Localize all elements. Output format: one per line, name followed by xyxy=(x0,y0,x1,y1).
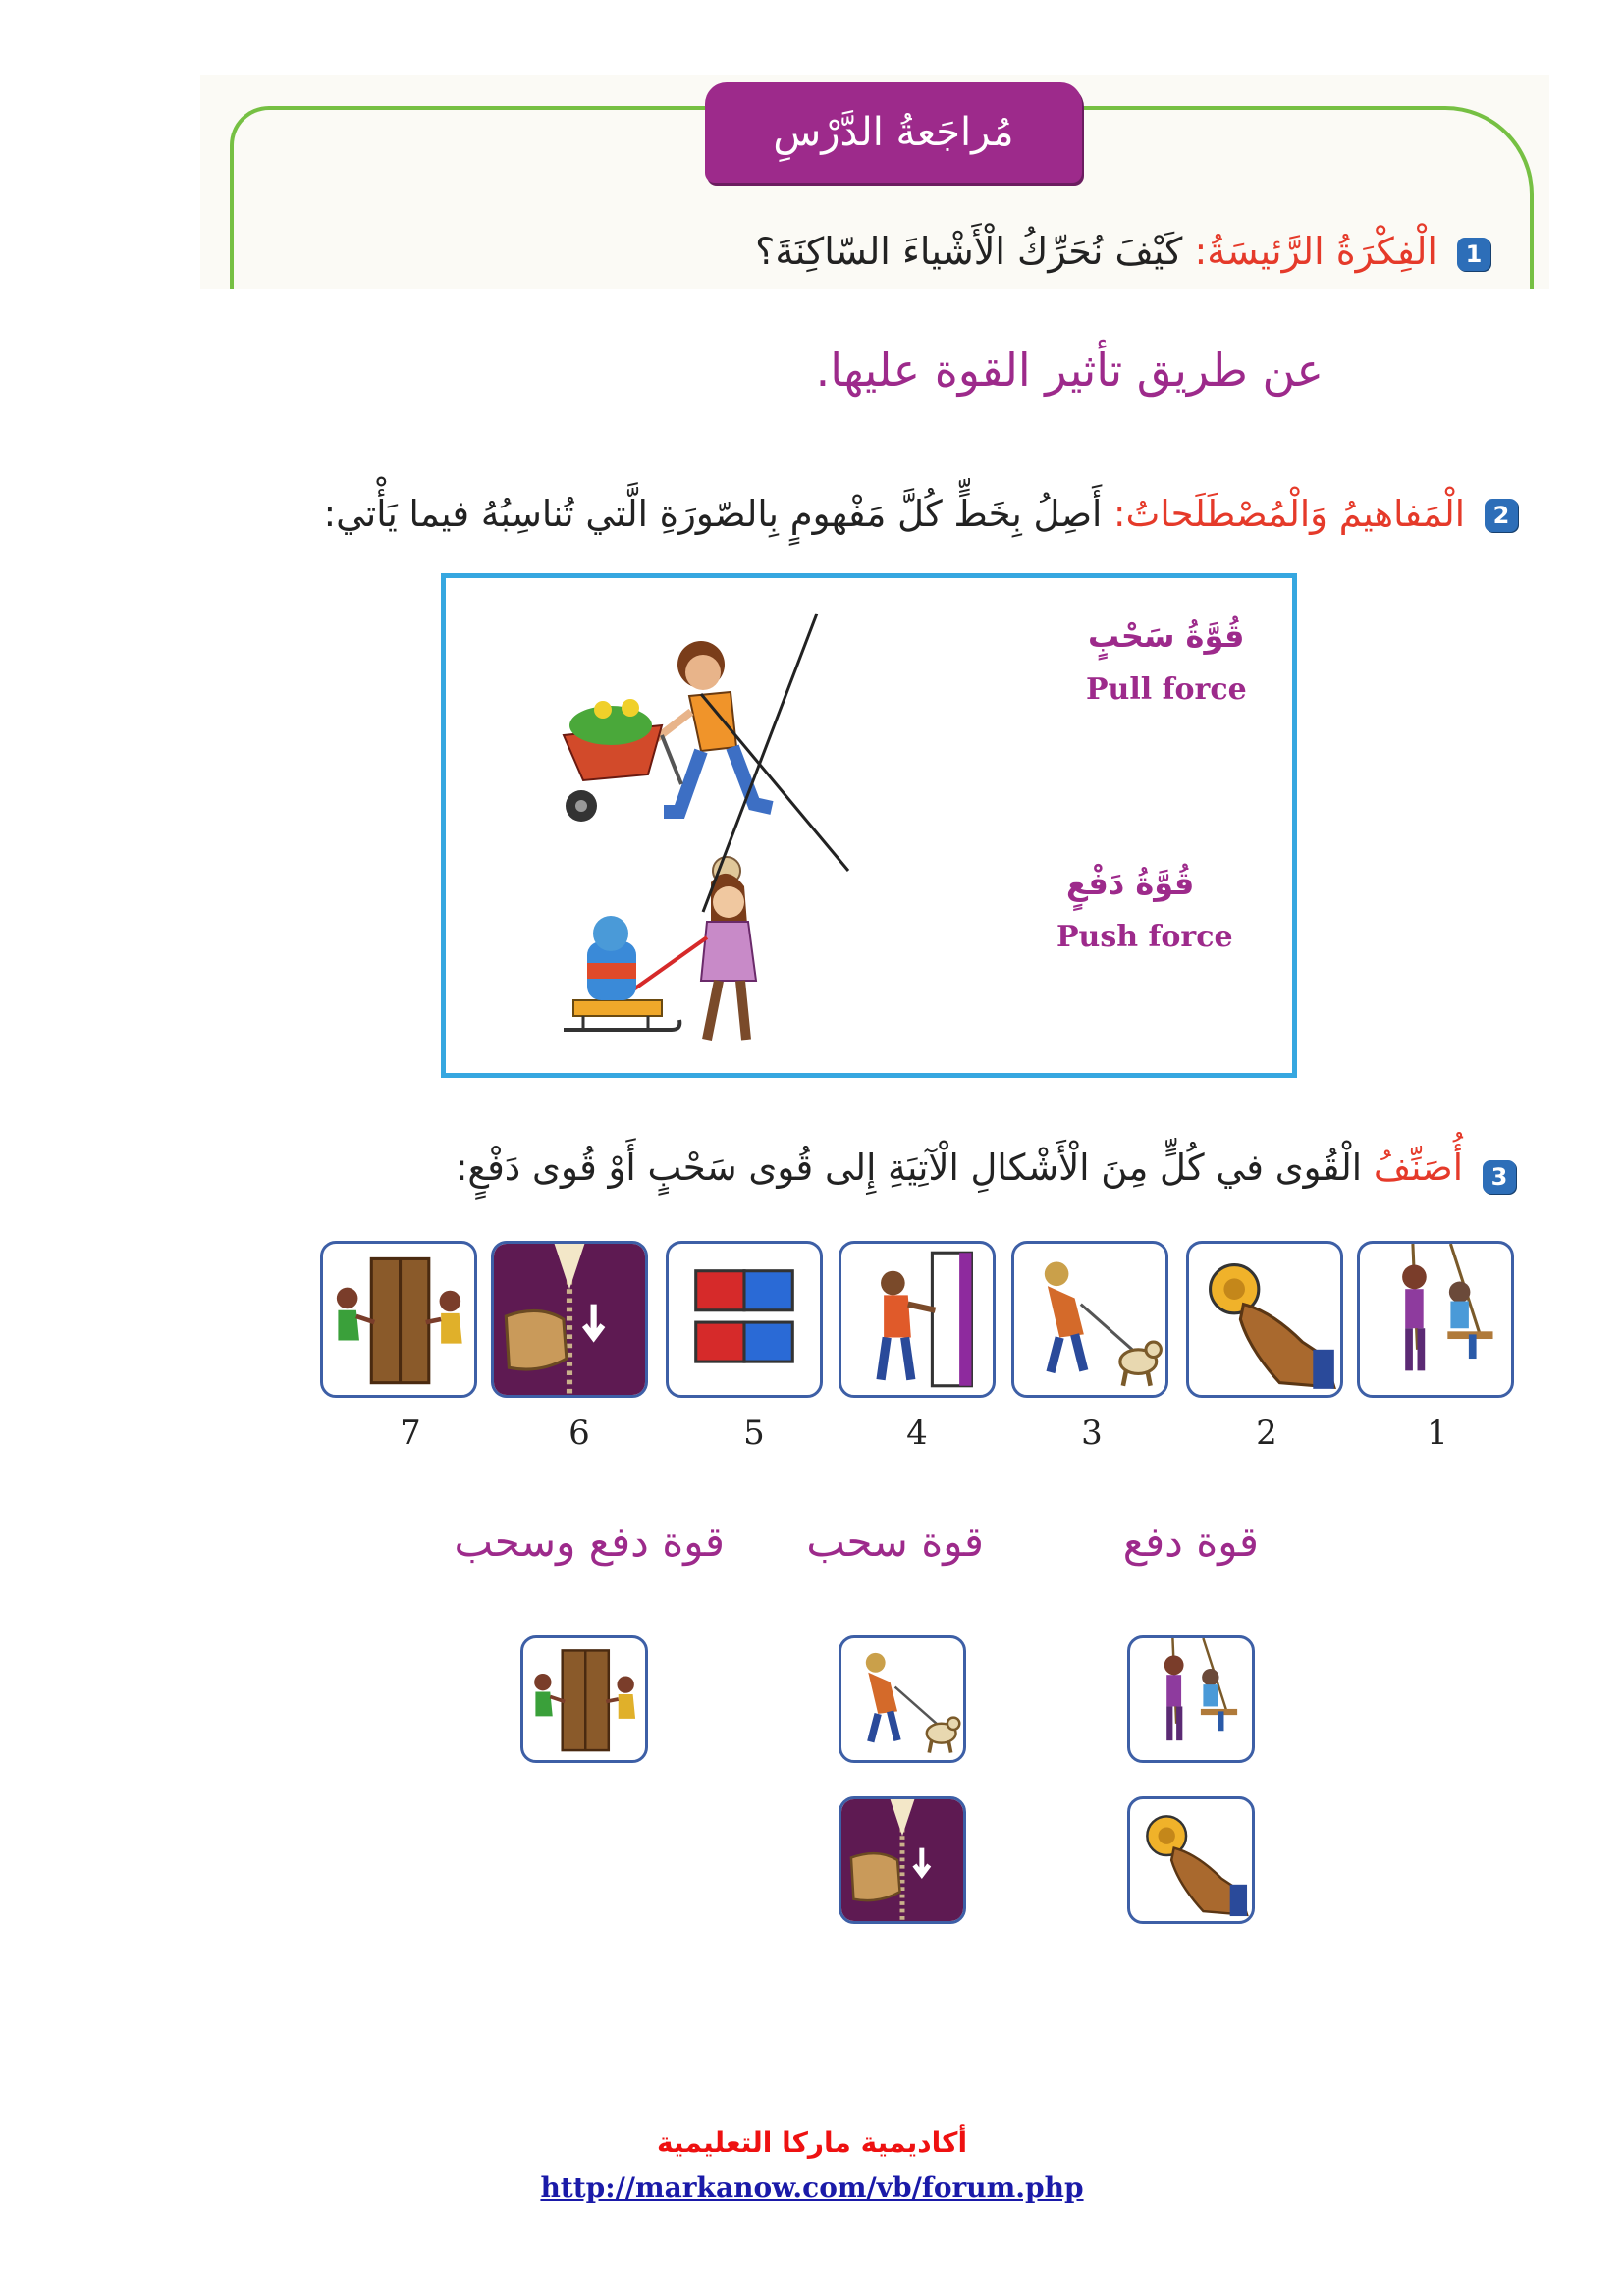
category-pull: قوة سحب xyxy=(806,1518,984,1566)
question-number-2 xyxy=(1485,499,1518,532)
dog-leash-pull-icon xyxy=(841,1638,963,1760)
doorbell-push-icon xyxy=(1130,1799,1252,1921)
card-number-6: 6 xyxy=(568,1414,590,1453)
question-3 xyxy=(456,1147,1463,1189)
sorted-pull-zipper xyxy=(839,1796,966,1924)
swing-icon xyxy=(1360,1244,1511,1395)
magnets-icon xyxy=(669,1244,820,1395)
card-2-doorbell xyxy=(1186,1241,1343,1398)
question-2 xyxy=(324,493,1465,535)
footer-academy-name: أكاديمية ماركا التعليمية xyxy=(656,2126,968,2159)
card-number-3: 3 xyxy=(1081,1414,1103,1453)
question-number-1-text: 1 xyxy=(1465,240,1483,268)
classify-instruction: الْقُوى في كُلٍّ مِنَ الْأَشْكالِ الْآتِيَةِ إِلى قُوى سَحْبٍ أَوْ قُوى دَفْعٍ: xyxy=(455,1147,1363,1189)
card-7-door-push-pull xyxy=(320,1241,477,1398)
matching-box xyxy=(441,573,1297,1078)
sorted-both-door xyxy=(520,1635,648,1763)
lesson-review-title: مُراجَعةُ الدَّرْسِ xyxy=(773,110,1014,155)
card-6-zipper xyxy=(491,1241,648,1398)
card-1-swing xyxy=(1357,1241,1514,1398)
category-push-and-pull: قوة دفع وسحب xyxy=(454,1518,725,1566)
card-3-dog-walk xyxy=(1011,1241,1168,1398)
question-number-1 xyxy=(1457,238,1490,271)
main-idea-label: الْفِكْرَةُ الرَّئيسَةُ: xyxy=(1194,230,1437,273)
question-1 xyxy=(755,230,1437,273)
sorted-push-doorbell xyxy=(1127,1796,1255,1924)
lesson-review-tab xyxy=(705,82,1082,183)
question-number-3-text: 3 xyxy=(1490,1163,1508,1191)
swing-icon xyxy=(1130,1638,1252,1760)
term-pull-force-ar: قُوَّةُ سَحْبٍ xyxy=(1088,617,1245,655)
footer-forum-link[interactable]: http://markanow.com/vb/forum.php xyxy=(540,2171,1084,2204)
answer-1: عن طريق تأثير القوة عليها. xyxy=(815,344,1324,397)
concepts-instruction: أَصِلُ بِخَطٍّ كُلَّ مَفْهومٍ بِالصّورَةِ الَّتي تُناسِبُهُ فيما يَأْتي: xyxy=(323,493,1103,535)
zipper-pull-icon xyxy=(494,1244,645,1395)
card-5-magnets xyxy=(666,1241,823,1398)
door-push-pull-icon xyxy=(523,1638,645,1760)
category-push: قوة دفع xyxy=(1122,1518,1259,1566)
question-number-3 xyxy=(1483,1160,1516,1194)
card-number-5: 5 xyxy=(743,1414,765,1453)
door-push-icon xyxy=(841,1244,993,1395)
zipper-pull-icon xyxy=(841,1799,963,1921)
term-push-force-en: Push force xyxy=(1056,920,1233,954)
sorted-pull-dog xyxy=(839,1635,966,1763)
card-number-1: 1 xyxy=(1427,1414,1448,1453)
card-number-7: 7 xyxy=(400,1414,421,1453)
card-4-door xyxy=(839,1241,996,1398)
dog-leash-pull-icon xyxy=(1014,1244,1165,1395)
concepts-label: الْمَفاهيمُ وَالْمُصْطَلَحاتُ: xyxy=(1113,493,1465,535)
question-number-2-text: 2 xyxy=(1492,502,1510,529)
term-pull-force-en: Pull force xyxy=(1086,672,1247,707)
doorbell-push-icon xyxy=(1189,1244,1340,1395)
card-number-2: 2 xyxy=(1256,1414,1277,1453)
sorted-push-swing xyxy=(1127,1635,1255,1763)
classify-label: أُصَنِّفُ xyxy=(1373,1147,1463,1189)
card-number-4: 4 xyxy=(906,1414,928,1453)
main-idea-question: كَيْفَ نُحَرِّكُ الْأَشْياءَ السّاكِنَةَ؟ xyxy=(755,230,1183,273)
term-push-force-ar: قُوَّةُ دَفْعٍ xyxy=(1066,865,1195,902)
door-push-pull-icon xyxy=(323,1244,474,1395)
